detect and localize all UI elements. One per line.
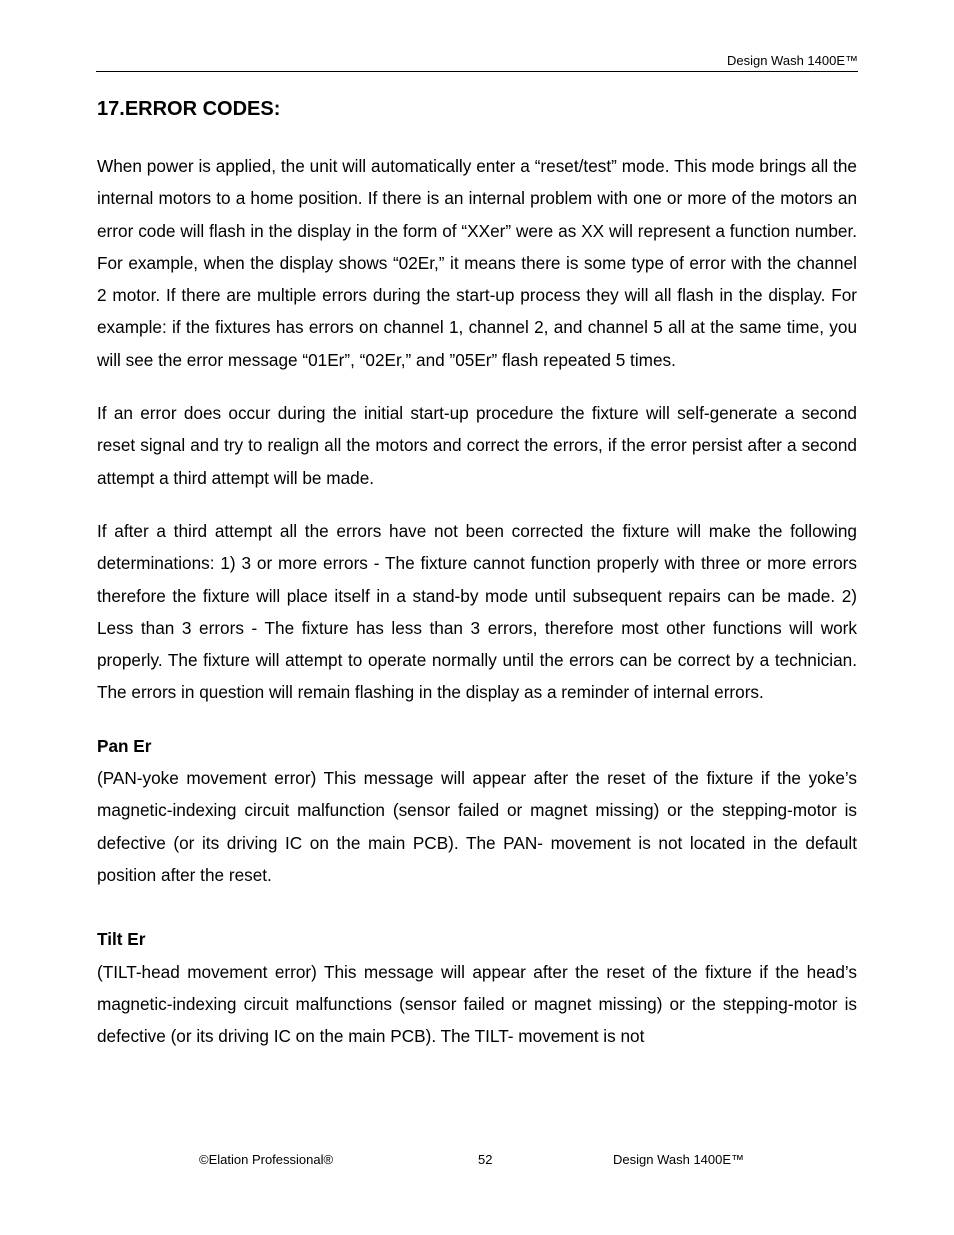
determinations-paragraph: If after a third attempt all the errors have not been corrected the fixture will make the following determinations: 1) 3 or more errors - The fixture cannot function properly with three or more errors therefore the fixture will place itself in a stand-by mode until subsequent repairs can be made. 2) Less than 3 errors - The fixture has less than 3 errors, therefore most other functions will work properly. The fixture will attempt to operate normally until the errors can be correct by a technician. The errors in question will remain flashing in the display as a reminder of internal errors. — [97, 520, 857, 703]
section-number: 17. — [97, 98, 125, 120]
tilt-error-description: (TILT-head movement error) This message will appear after the reset of the fixture if the head’s magnetic-indexing circuit malfunctions (sensor failed or magnet missing) or the stepping-motor is defective (or its driving IC on the main PCB). The TILT- movement is not — [97, 961, 857, 1047]
tilt-error-heading: Tilt Er — [97, 929, 146, 950]
page-content — [97, 94, 857, 1052]
section-title — [97, 94, 857, 124]
section-title-text: ERROR CODES: — [124, 98, 281, 120]
footer-product: Design Wash 1400E™ — [613, 1152, 745, 1167]
intro-paragraph: When power is applied, the unit will automatically enter a “reset/test” mode. This mode brings all the internal motors to a home position. If there is an internal problem with one or more of the motors an error code will flash in the display in the form of “XXer” were as XX will represent a function number. For example, when the display shows “02Er,” it means there is some type of error with the channel 2 motor. If there are multiple errors during the start-up process they will all flash in the display. For example: if the fixtures has errors on channel 1, channel 2, and channel 5 all at the same time, you will see the error message “01Er”, “02Er,” and ”05Er” flash repeated 5 times. — [97, 156, 857, 370]
footer-page-number: 52 — [478, 1152, 493, 1167]
header-rule — [96, 71, 858, 72]
running-header: Design Wash 1400E™ — [726, 53, 858, 68]
footer-company: ©Elation Professional® — [199, 1152, 334, 1167]
pan-error-heading: Pan Er — [97, 735, 152, 756]
pan-error-description: (PAN-yoke movement error) This message will appear after the reset of the fixture if the yoke’s magnetic-indexing circuit malfunction (sensor failed or magnet missing) or the stepping-motor is defective (or its driving IC on the main PCB). The PAN- movement is not located in the default position after the reset. — [97, 768, 857, 885]
retry-paragraph: If an error does occur during the initial start-up procedure the fixture will self-generate a second reset signal and try to realign all the motors and correct the errors, if the error persist after a second attempt a third attempt will be made. — [97, 403, 857, 488]
